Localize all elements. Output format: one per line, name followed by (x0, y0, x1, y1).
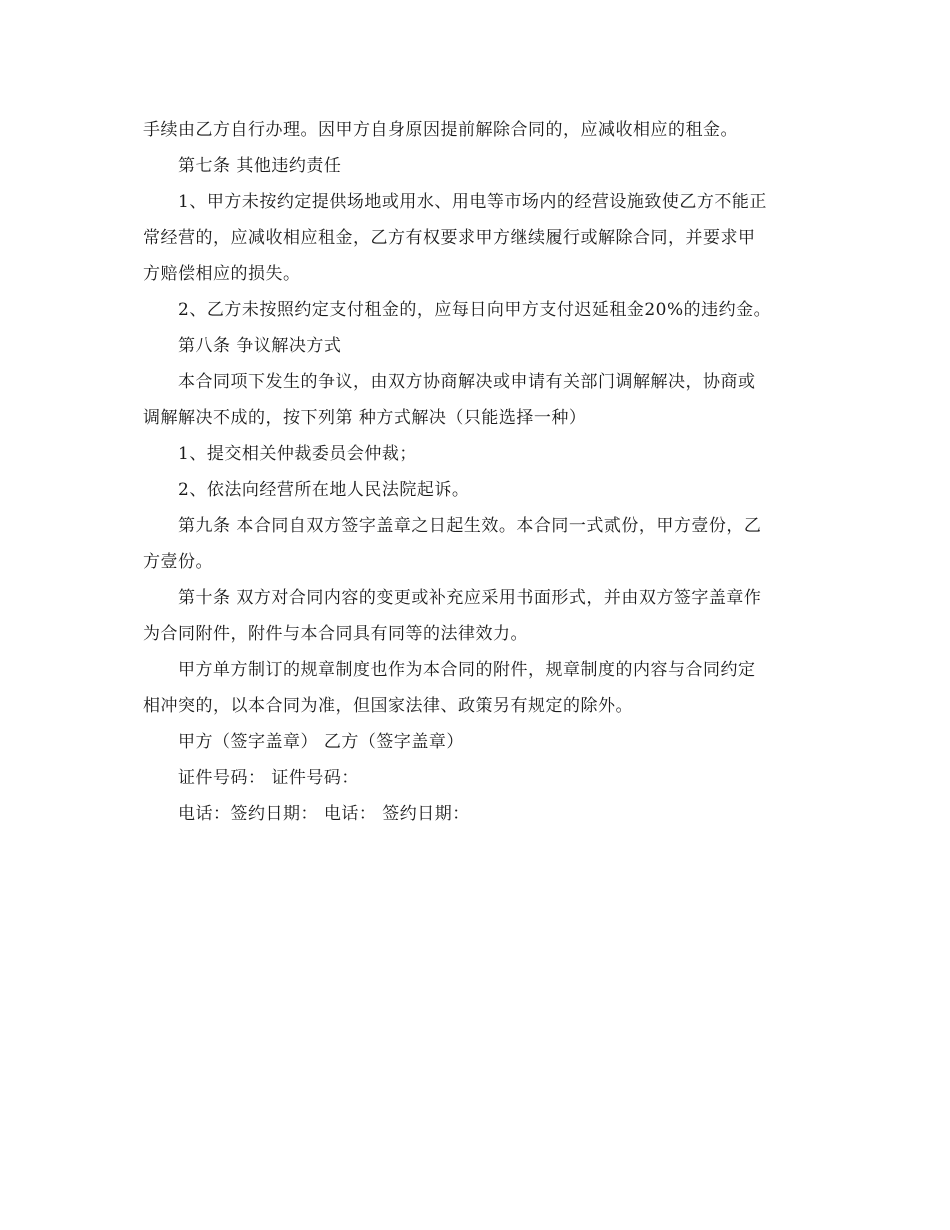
text-line: 方壹份。 (143, 552, 213, 572)
id-number-line: 证件号码： 证件号码： (178, 768, 359, 788)
text-line: 相冲突的，以本合同为准，但国家法律、政策另有规定的除外。 (143, 696, 633, 716)
text-line: 第十条 双方对合同内容的变更或补充应采用书面形式，并由双方签字盖章作 (178, 588, 762, 608)
text-line: 1、提交相关仲裁委员会仲裁； (178, 444, 417, 464)
signature-line: 甲方（签字盖章） 乙方（签字盖章） (178, 732, 464, 752)
text-line: 为合同附件，附件与本合同具有同等的法律效力。 (143, 624, 528, 644)
text-line: 常经营的，应减收相应租金，乙方有权要求甲方继续履行或解除合同，并要求甲 (143, 228, 756, 248)
phone-date-line: 电话：签约日期： 电话： 签约日期： (178, 804, 470, 824)
text-line: 本合同项下发生的争议，由双方协商解决或申请有关部门调解解决，协商或 (178, 372, 756, 392)
document-body (143, 112, 808, 832)
article-heading: 第七条 其他违约责任 (178, 156, 342, 176)
text-line: 1、甲方未按约定提供场地或用水、用电等市场内的经营设施致使乙方不能正 (178, 192, 767, 212)
article-heading: 第八条 争议解决方式 (178, 336, 342, 356)
text-line: 调解解决不成的，按下列第 种方式解决（只能选择一种） (143, 408, 587, 428)
text-line: 甲方单方制订的规章制度也作为本合同的附件，规章制度的内容与合同约定 (178, 660, 756, 680)
text-line: 2、乙方未按照约定支付租金的，应每日向甲方支付迟延租金20%的违约金。 (178, 300, 772, 320)
text-line: 2、依法向经营所在地人民法院起诉。 (178, 480, 470, 500)
text-line: 手续由乙方自行办理。因甲方自身原因提前解除合同的，应减收相应的租金。 (143, 120, 738, 140)
text-line: 方赔偿相应的损失。 (143, 264, 301, 284)
text-line: 第九条 本合同自双方签字盖章之日起生效。本合同一式贰份，甲方壹份，乙 (178, 516, 762, 536)
